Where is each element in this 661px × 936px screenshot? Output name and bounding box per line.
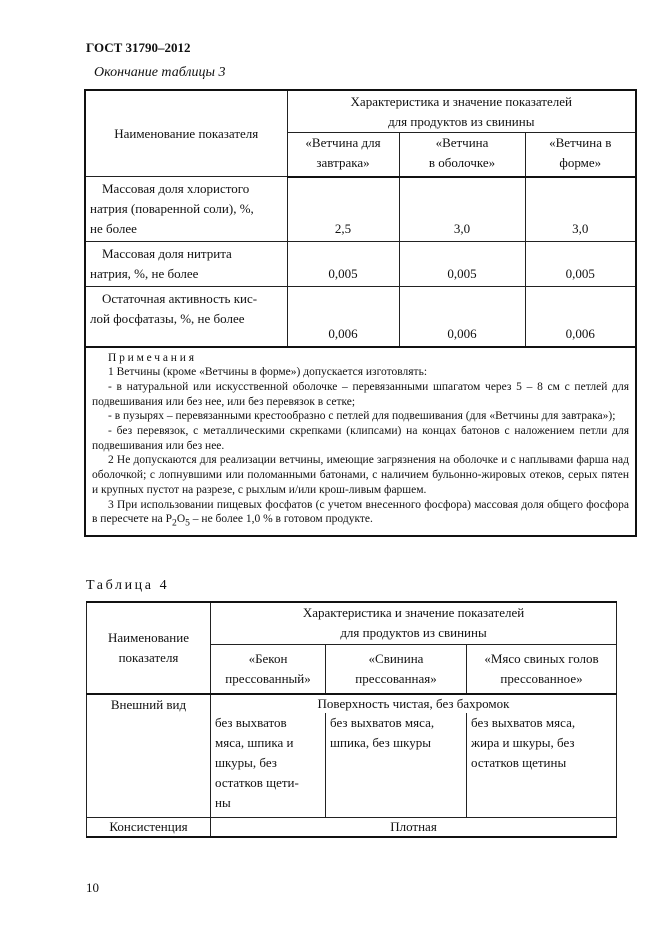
note-3-text: 3 При использовании пищевых фосфатов (с учетом внесенного фосфора) массовая доля общего фосфора в пересчете на P [92,498,630,526]
row-name-line: Массовая доля нитрита [102,246,232,261]
product-header-3 [467,644,617,694]
subscript-2: 2 [172,517,177,529]
appearance-value-1 [211,713,326,817]
product-header-1 [211,644,326,694]
notes-title: Примечания [108,351,197,364]
note-paragraph-3 [92,498,629,532]
row-value: 0,005 [287,242,399,287]
group-header-line1: Характеристика и значение показателей [350,94,572,109]
appearance-line: остатков щетины [471,755,567,770]
row-name-line: Массовая доля хлористого [102,181,250,196]
row-value: 3,0 [399,177,525,242]
row-name [85,177,287,242]
group-header-line2: для продуктов из свинины [388,114,535,129]
product-header-1-line2: прессованный» [225,670,311,686]
appearance-line: шкуры, без [215,755,277,770]
row-name [85,287,287,347]
product-header-1-line2: завтрака» [316,155,370,170]
row-name-line: лой фосфатазы, %, не более [90,311,245,326]
product-header-2-line1: «Свинина [368,650,424,666]
appearance-line: шпика, без шкуры [330,735,431,750]
row-name [85,242,287,287]
product-header-3-line1: «Мясо свиных голов [484,650,599,666]
table-row [85,287,636,347]
appearance-name: Внешний вид [87,694,211,817]
subscript-5: 5 [185,517,190,529]
product-header-3-line2: форме» [559,155,602,170]
group-header [287,90,636,133]
appearance-line: без выхватов мяса, [471,715,576,730]
table-4-caption: Таблица 4 [86,578,170,593]
standard-header: ГОСТ 31790–2012 [86,40,191,55]
product-header-2-line2: в оболочке» [428,155,496,170]
product-header-2-line2: прессованная» [355,670,437,686]
appearance-value-2 [326,713,467,817]
row-value: 3,0 [525,177,636,242]
appearance-line: остатков щети- [215,775,299,790]
table-3 [84,89,637,537]
row-value: 2,5 [287,177,399,242]
appearance-line: мяса, шпика и [215,735,294,750]
product-header-1-line1: «Бекон [248,650,288,666]
consistency-value: Плотная [211,817,617,837]
group-header-line2: для продуктов из свинины [340,625,487,640]
notes-cell [85,347,636,537]
group-header-line1: Характеристика и значение показателей [302,605,525,620]
param-header-line2: показателя [118,650,179,665]
note-paragraph: - без перевязок, с металлическими скрепками (клипсами) на концах батонов с наложением петли для подвешивания или без нее. [92,425,630,452]
product-header-2 [399,133,525,177]
note-paragraph: 2 Не допускаются для реализации ветчины, имеющие загрязнения на оболочке и с наплывами фарша над оболочкой; с лопнувшими или поломанными батонами, с наличием бульонно-жировых отеков, серых пятен и крупных пустот на разрезе, с рыхлым и/или крош-ливым фаршем. [92,454,630,496]
product-header-1 [287,133,399,177]
row-name-line: Остаточная активность кис- [102,291,258,306]
row-value: 0,006 [287,287,399,347]
table-row [87,817,617,837]
product-header-3-line2: прессованное» [500,670,583,686]
product-header-1-line1: «Ветчина для [305,135,381,150]
table-row [85,177,636,242]
note-3-tail: – не более 1,0 % в готовом продукте. [189,513,373,526]
table-4 [86,601,617,838]
product-header-2 [326,644,467,694]
table-row [87,694,617,713]
row-value: 0,006 [525,287,636,347]
row-value: 0,006 [399,287,525,347]
product-header-3-line1: «Ветчина в [549,135,612,150]
param-header-line1: Наименование [108,630,189,645]
note-paragraph: - в натуральной или искусственной оболочке – перевязанными шпагатом через 5 – 8 см с петлей для подвешивания или без нее, или без перевязок в сетке; [92,380,630,408]
group-header [211,602,617,644]
appearance-line: без выхватов [215,715,287,730]
param-header-text: Наименование показателя [114,125,259,141]
note-paragraph: - в пузырях – перевязанными крестообразно с петлей для подвешивания (для «Ветчины для завтрака»); [108,410,616,423]
table-continuation-caption: Окончание таблицы 3 [94,65,226,80]
row-name-line: не более [90,221,137,236]
note-paragraph: 1 Ветчины (кроме «Ветчины в форме») допускается изготовлять: [108,366,428,379]
param-header [85,90,287,177]
consistency-name: Консистенция [87,817,211,837]
appearance-common: Поверхность чистая, без бахромок [211,694,617,713]
notes-row [85,347,636,537]
row-name-line: натрия, %, не более [90,266,199,281]
appearance-line: ны [215,795,231,810]
product-header-2-line1: «Ветчина [435,135,489,150]
param-header [87,602,211,694]
page-number: 10 [86,880,99,895]
product-header-3 [525,133,636,177]
appearance-value-3 [467,713,617,817]
appearance-line: без выхватов мяса, [330,715,435,730]
row-value: 0,005 [525,242,636,287]
row-name-line: натрия (поваренной соли), %, [90,201,254,216]
table-row [85,242,636,287]
appearance-line: жира и шкуры, без [471,735,575,750]
note-3-oxygen: O [176,513,186,526]
row-value: 0,005 [399,242,525,287]
